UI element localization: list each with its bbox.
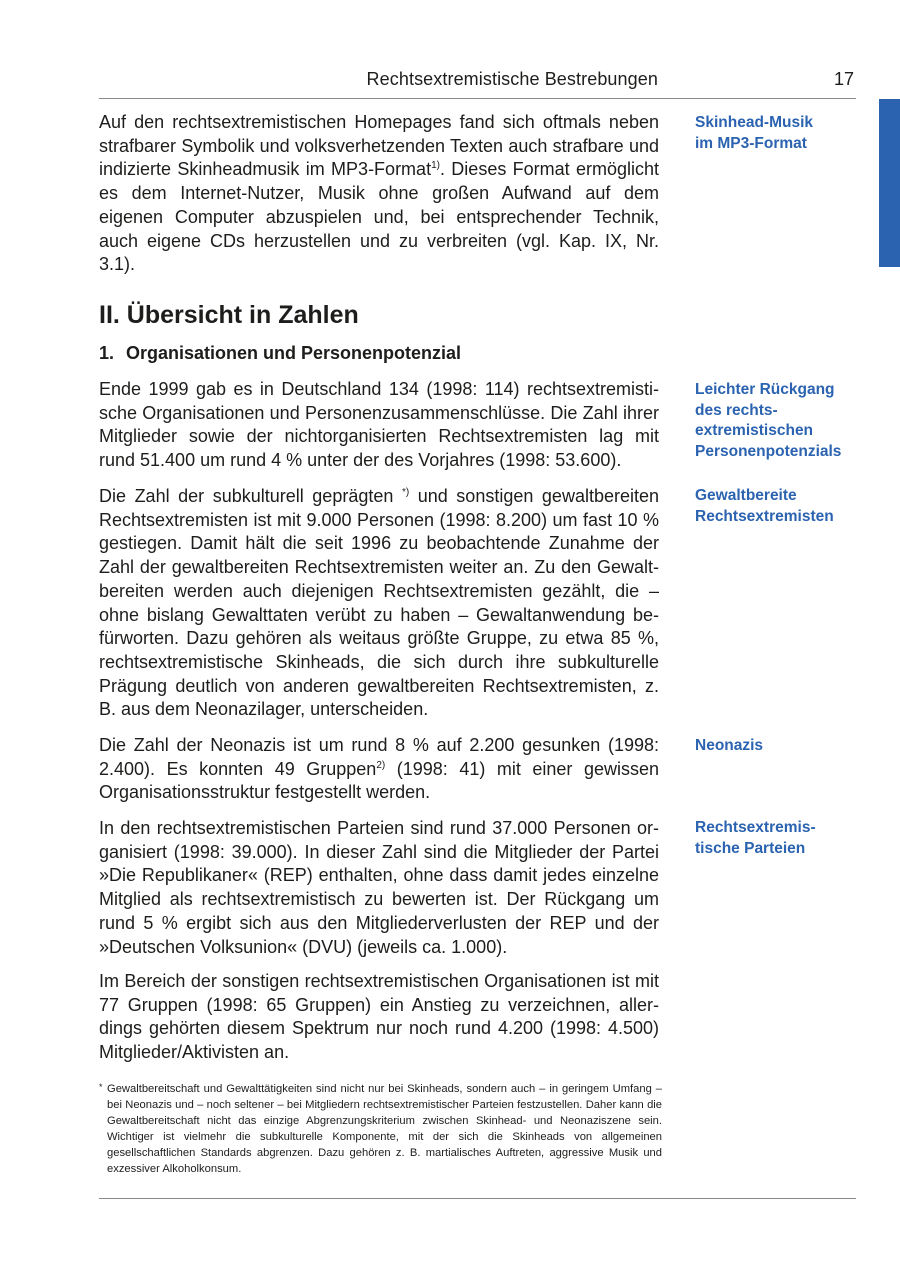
sidenote-line: tische Parteien xyxy=(695,839,806,857)
sidenote-line: Neonazis xyxy=(695,737,764,754)
subsection-number: 1. xyxy=(99,343,115,363)
subsection-title: Organisationen und Personenpotenzial xyxy=(126,343,462,363)
sidenote-line: Rechtsextremisten xyxy=(695,507,834,525)
footnote-marker: * xyxy=(99,1082,103,1092)
chapter-thumb-tab xyxy=(879,99,900,267)
sidenote-line: Leichter Rückgang xyxy=(695,381,835,398)
sidenote-line: Gewaltbereite xyxy=(695,487,797,504)
sidenote-gewaltbereite xyxy=(695,486,870,527)
sidenote-line: Personenpotenzials xyxy=(695,442,842,460)
sidenote-neonazis xyxy=(695,736,870,757)
footnote xyxy=(99,1081,662,1177)
sidenote-line: im MP3-Format xyxy=(695,134,807,152)
subsection-heading xyxy=(99,343,659,364)
paragraph-text: . Dieses Format ermöglicht es dem Internet-Nutzer, Musik ohne großen Aufwand auf dem eigenen Computer abzuspielen und, bei entsprechender Technik, auch eigene CDs herzustellen und zu verbreiten (vgl. Kap. IX, Nr. 3.1). xyxy=(99,159,660,275)
paragraph-text: und sonstigen gewaltbereiten Rechtsextremisten ist mit 9.000 Personen (1998: 8.200) um fast 10 % gestiegen. Damit hält die seit 1996 zu beobachtende Zunahme der Zahl der gewaltbereiten Rechtsextremisten weiter an. Zu den Gewaltbereiten werden auch diejenigen Rechtsextremisten gezählt, die – ohne bislang Gewalttaten verübt zu haben – Gewaltanwendung befürworten. Dazu gehören als weitaus größte Gruppe, zu etwa 85 %, rechtsextremistische Skinheads, die sich durch ihre subkulturelle Prägung deutlich von anderen gewaltbereiten Rechtsextremisten, z. B. aus dem Neonazilager, unterscheiden. xyxy=(99,486,659,720)
sidenote-parteien xyxy=(695,818,870,859)
sidenote-line: extremistischen xyxy=(695,422,814,439)
sidenote-skinhead-musik xyxy=(695,113,870,154)
footnote-reference: 1) xyxy=(431,160,440,172)
paragraph-text: Die Zahl der Neonazis ist um rund 8 % auf 2.200 gesunken (1998: 2.400). Es konnten 49 Gruppen xyxy=(99,735,659,779)
sidenote-line: des rechts- xyxy=(695,401,778,419)
running-header xyxy=(99,68,856,99)
section-heading: II. Übersicht in Zahlen xyxy=(99,301,359,329)
sidenote-line: Skinhead-Musik xyxy=(695,114,813,131)
paragraph-parteien: In den rechtsextremistischen Parteien sind rund 37.000 Personen organisiert (1998: 39.000). In dieser Zahl sind die Mitglieder der Partei »Die Republikaner« (REP) enthalten, ohne dass damit jedes einzelne Mitglied als rechtsextremistisch zu bewerten ist. Der Rückgang um rund 5 % ergibt sich aus den Mitgliederverlusten der REP und der »Deutschen Volksunion« (DVU) (jeweils ca. 1.000). xyxy=(99,818,659,957)
paragraph-organisationen: Ende 1999 gab es in Deutschland 134 (1998: 114) rechtsextremistische Organisationen und Personenzusammenschlüsse. Die Zahl ihrer Mitglieder sowie der nichtorganisierten Rechtsextremisten lag mit rund 51.400 um rund 4 % unter der des Vorjahres (1998: 53.600). xyxy=(99,379,659,471)
paragraph-text: Die Zahl der subkulturell geprägten xyxy=(99,486,402,506)
sidenote-line: Rechtsextremis- xyxy=(695,819,816,836)
running-title: Rechtsextremistische Bestrebungen xyxy=(366,69,658,89)
paragraph-neonazis xyxy=(99,734,659,805)
paragraph-mp3-format xyxy=(99,111,659,277)
paragraph-text: (1998: 41) mit einer gewissen Organisationsstruktur festgestellt werden. xyxy=(99,758,659,803)
footnote-text: Gewaltbereitschaft und Gewalttätigkeiten sind nicht nur bei Skinheads, sondern auch – in geringem Umfang – bei Neonazis und – noch seltener – bei Mitgliedern rechtsextremistischer Parteien festzustellen. Daher kann die Gewaltbereitschaft nicht das einzige Abgrenzungskriterium zwischen Skinhead- und Neonaziszene sein. Wichtiger ist vielmehr die subkulturelle Komponente, mit der sich die Skinheads von allgemeinen gesellschaftlichen Standards abgrenzen. Dazu gehören z. B. martialisches Auftreten, aggressive Musik und exzessiver Alkoholkonsum. xyxy=(107,1083,662,1175)
footnote-reference: *) xyxy=(401,487,410,498)
paragraph-gewaltbereite xyxy=(99,485,659,722)
page-number: 17 xyxy=(833,69,854,89)
sidenote-personenpotenzial xyxy=(695,380,870,462)
paragraph-sonstige-organisationen: Im Bereich der sonstigen rechtsextremistischen Organisationen ist mit 77 Gruppen (1998: 65 Gruppen) ein Anstieg zu verzeichnen, allerdings gehörten diesem Spektrum nur noch rund 4.200 (1998: 4.500) Mitglieder/Aktivisten an. xyxy=(99,971,659,1063)
footnote-reference: 2) xyxy=(376,759,386,771)
paragraph-text: Auf den rechtsextremistischen Homepages fand sich oftmals neben strafbarer Symbolik und volksverhetzenden Texten auch strafbare und indizierte Skinheadmusik im MP3-Format xyxy=(99,112,659,180)
bottom-rule xyxy=(99,1198,856,1199)
